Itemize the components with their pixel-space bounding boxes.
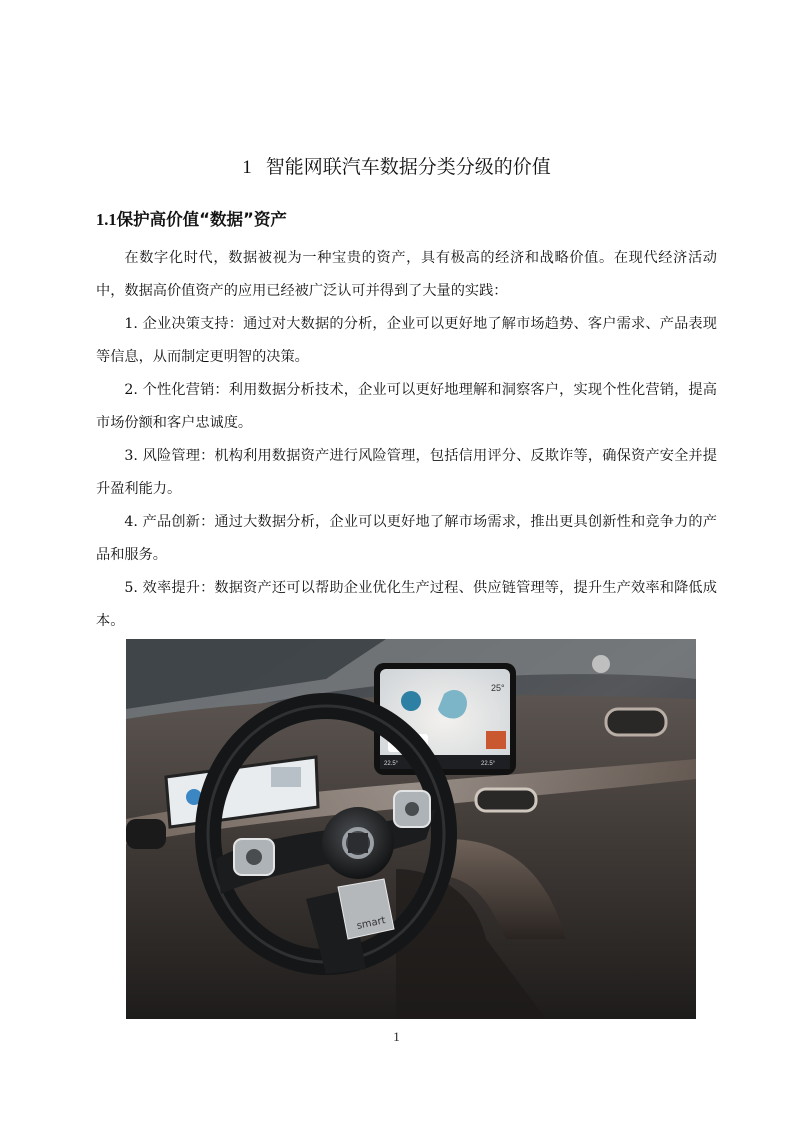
list-item-decision-support: 1. 企业决策支持：通过对大数据的分析，企业可以更好地了解市场趋势、客户需求、产品表现等信息，从而制定更明智的决策。	[96, 316, 717, 365]
screen-temperature: 25°	[491, 683, 505, 693]
list-item-risk-management: 3. 风险管理：机构利用数据资产进行风险管理，包括信用评分、反欺诈等，确保资产安全并提升盈利能力。	[96, 448, 717, 497]
car-interior-photo	[126, 639, 696, 1019]
list-item-personalized-marketing: 2. 个性化营销：利用数据分析技术，企业可以更好地理解和洞察客户，实现个性化营销，提高市场份额和客户忠诚度。	[96, 382, 717, 431]
intro-paragraph: 在数字化时代，数据被视为一种宝贵的资产，具有极高的经济和战略价值。在现代经济活动中，数据高价值资产的应用已经被广泛认可并得到了大量的实践：	[96, 250, 717, 299]
center-air-vent	[476, 789, 536, 811]
screen-right-temperature: 22.5°	[481, 761, 496, 767]
list-item-product-innovation: 4. 产品创新：通过大数据分析，企业可以更好地了解市场需求，推出更具创新性和竞争力的产品和服务。	[96, 514, 717, 563]
chapter-number: 1	[242, 157, 252, 178]
right-air-vent	[606, 709, 666, 735]
steering-badge-text: smart	[355, 915, 387, 932]
list-item-efficiency: 5. 效率提升：数据资产还可以帮助企业优化生产过程、供应链管理等，提升生产效率和降低成本。	[96, 580, 717, 629]
body-text	[96, 242, 717, 638]
screen-left-temperature: 22.5°	[384, 761, 399, 767]
chapter-title	[0, 153, 793, 182]
page-number: 1	[393, 1029, 400, 1044]
section-number: 1.1	[96, 210, 117, 229]
chapter-title-text: 智能网联汽车数据分类分级的价值	[265, 156, 551, 178]
speaker-tweeter	[592, 655, 610, 673]
section-title-text: 保护高价值“数据”资产	[116, 210, 287, 229]
section-heading	[96, 207, 287, 233]
